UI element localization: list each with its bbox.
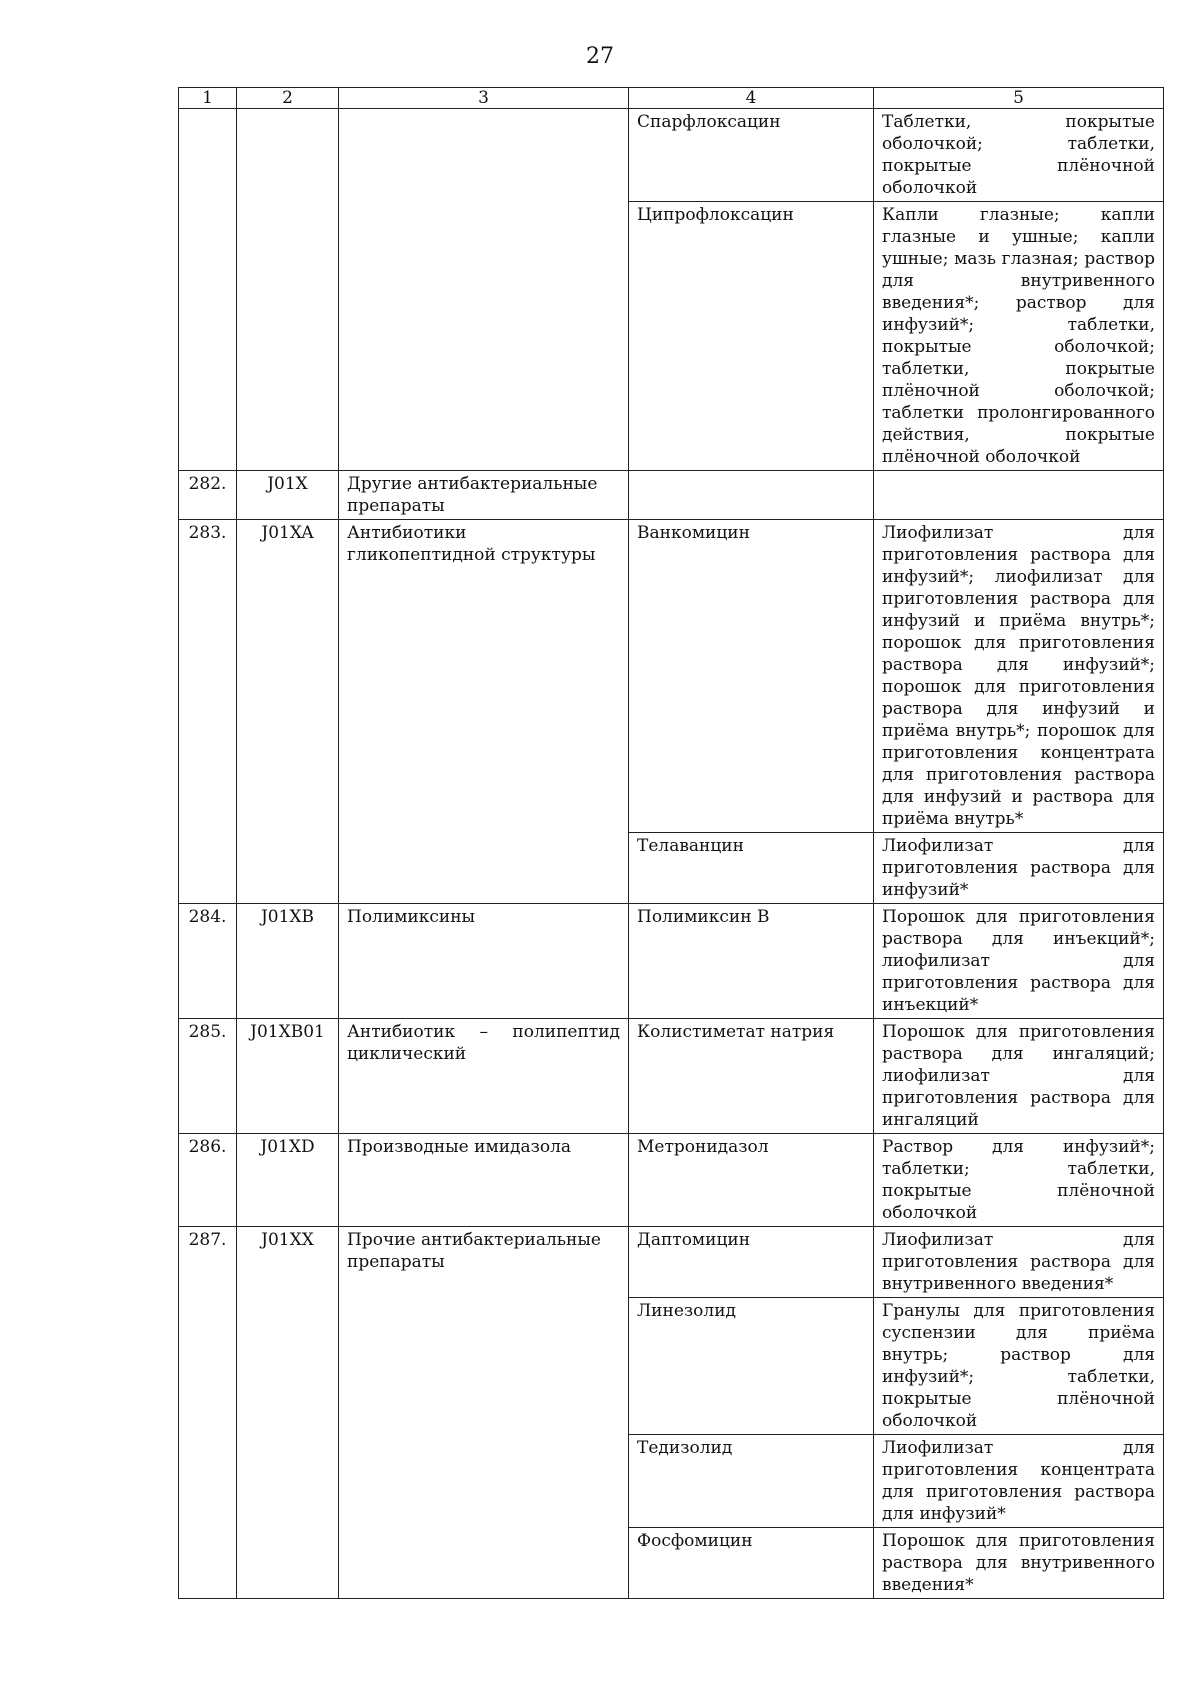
table-row <box>179 1019 1164 1134</box>
table-row <box>179 904 1164 1019</box>
drug-name: Фосфомицин <box>629 1528 874 1599</box>
row-number: 286. <box>179 1134 237 1227</box>
dosage-form: Гранулы для приготовления суспензии для приёма внутрь; раствор для инфузий*; таблетки, покрытые плёночной оболочкой <box>874 1298 1164 1435</box>
atc-code: J01XX <box>237 1227 339 1599</box>
atc-code: J01X <box>237 471 339 520</box>
dosage-form: Лиофилизат для приготовления концентрата для приготовления раствора для инфузий* <box>874 1435 1164 1528</box>
table-row <box>179 520 1164 833</box>
pharmacological-group: Полимиксины <box>339 904 629 1019</box>
row-number: 285. <box>179 1019 237 1134</box>
table-header-row <box>179 88 1164 109</box>
drug-name: Ванкомицин <box>629 520 874 833</box>
header-col-4: 4 <box>629 88 874 109</box>
dosage-form: Порошок для приготовления раствора для ингаляций; лиофилизат для приготовления раствора для ингаляций <box>874 1019 1164 1134</box>
header-col-3: 3 <box>339 88 629 109</box>
header-col-1: 1 <box>179 88 237 109</box>
row-number: 287. <box>179 1227 237 1599</box>
pharmacological-group <box>339 109 629 471</box>
drug-name: Линезолид <box>629 1298 874 1435</box>
drug-name: Телаванцин <box>629 833 874 904</box>
pharmacological-group: Другие антибактериальные препараты <box>339 471 629 520</box>
dosage-form: Лиофилизат для приготовления раствора для инфузий* <box>874 833 1164 904</box>
dosage-form: Лиофилизат для приготовления раствора для внутривенного введения* <box>874 1227 1164 1298</box>
atc-code: J01XB01 <box>237 1019 339 1134</box>
pharmacological-group: Антибиотики гликопептидной структуры <box>339 520 629 904</box>
atc-code: J01XB <box>237 904 339 1019</box>
atc-code: J01XD <box>237 1134 339 1227</box>
drug-name: Метронидазол <box>629 1134 874 1227</box>
drug-name <box>629 471 874 520</box>
table-row <box>179 471 1164 520</box>
dosage-form: Порошок для приготовления раствора для инъекций*; лиофилизат для приготовления раствора для инъекций* <box>874 904 1164 1019</box>
row-number: 284. <box>179 904 237 1019</box>
drug-name: Ципрофлоксацин <box>629 202 874 471</box>
dosage-form <box>874 471 1164 520</box>
dosage-form: Порошок для приготовления раствора для внутривенного введения* <box>874 1528 1164 1599</box>
table-row <box>179 1227 1164 1298</box>
atc-code: J01XA <box>237 520 339 904</box>
pharmacological-group: Антибиотик – полипептид циклический <box>339 1019 629 1134</box>
drug-table <box>178 87 1164 1599</box>
table-row <box>179 1134 1164 1227</box>
drug-name: Полимиксин В <box>629 904 874 1019</box>
header-col-5: 5 <box>874 88 1164 109</box>
table-row <box>179 109 1164 202</box>
drug-name: Колистиметат натрия <box>629 1019 874 1134</box>
dosage-form: Лиофилизат для приготовления раствора для инфузий*; лиофилизат для приготовления раствора для инфузий и приёма внутрь*; порошок для приготовления раствора для инфузий*; порошок для приготовления раствора для инфузий и приёма внутрь*; порошок для приготовления концентрата для приготовления раствора для инфузий и раствора для приёма внутрь* <box>874 520 1164 833</box>
pharmacological-group: Прочие антибактериальные препараты <box>339 1227 629 1599</box>
dosage-form: Таблетки, покрытые оболочкой; таблетки, покрытые плёночной оболочкой <box>874 109 1164 202</box>
dosage-form: Капли глазные; капли глазные и ушные; капли ушные; мазь глазная; раствор для внутривенного введения*; раствор для инфузий*; таблетки, покрытые оболочкой; таблетки, покрытые плёночной оболочкой; таблетки пролонгированного действия, покрытые плёночной оболочкой <box>874 202 1164 471</box>
row-number <box>179 109 237 471</box>
drug-name: Даптомицин <box>629 1227 874 1298</box>
page-number: 27 <box>586 44 614 69</box>
drug-name: Тедизолид <box>629 1435 874 1528</box>
header-col-2: 2 <box>237 88 339 109</box>
pharmacological-group: Производные имидазола <box>339 1134 629 1227</box>
row-number: 283. <box>179 520 237 904</box>
atc-code <box>237 109 339 471</box>
drug-name: Спарфлоксацин <box>629 109 874 202</box>
row-number: 282. <box>179 471 237 520</box>
dosage-form: Раствор для инфузий*; таблетки; таблетки, покрытые плёночной оболочкой <box>874 1134 1164 1227</box>
